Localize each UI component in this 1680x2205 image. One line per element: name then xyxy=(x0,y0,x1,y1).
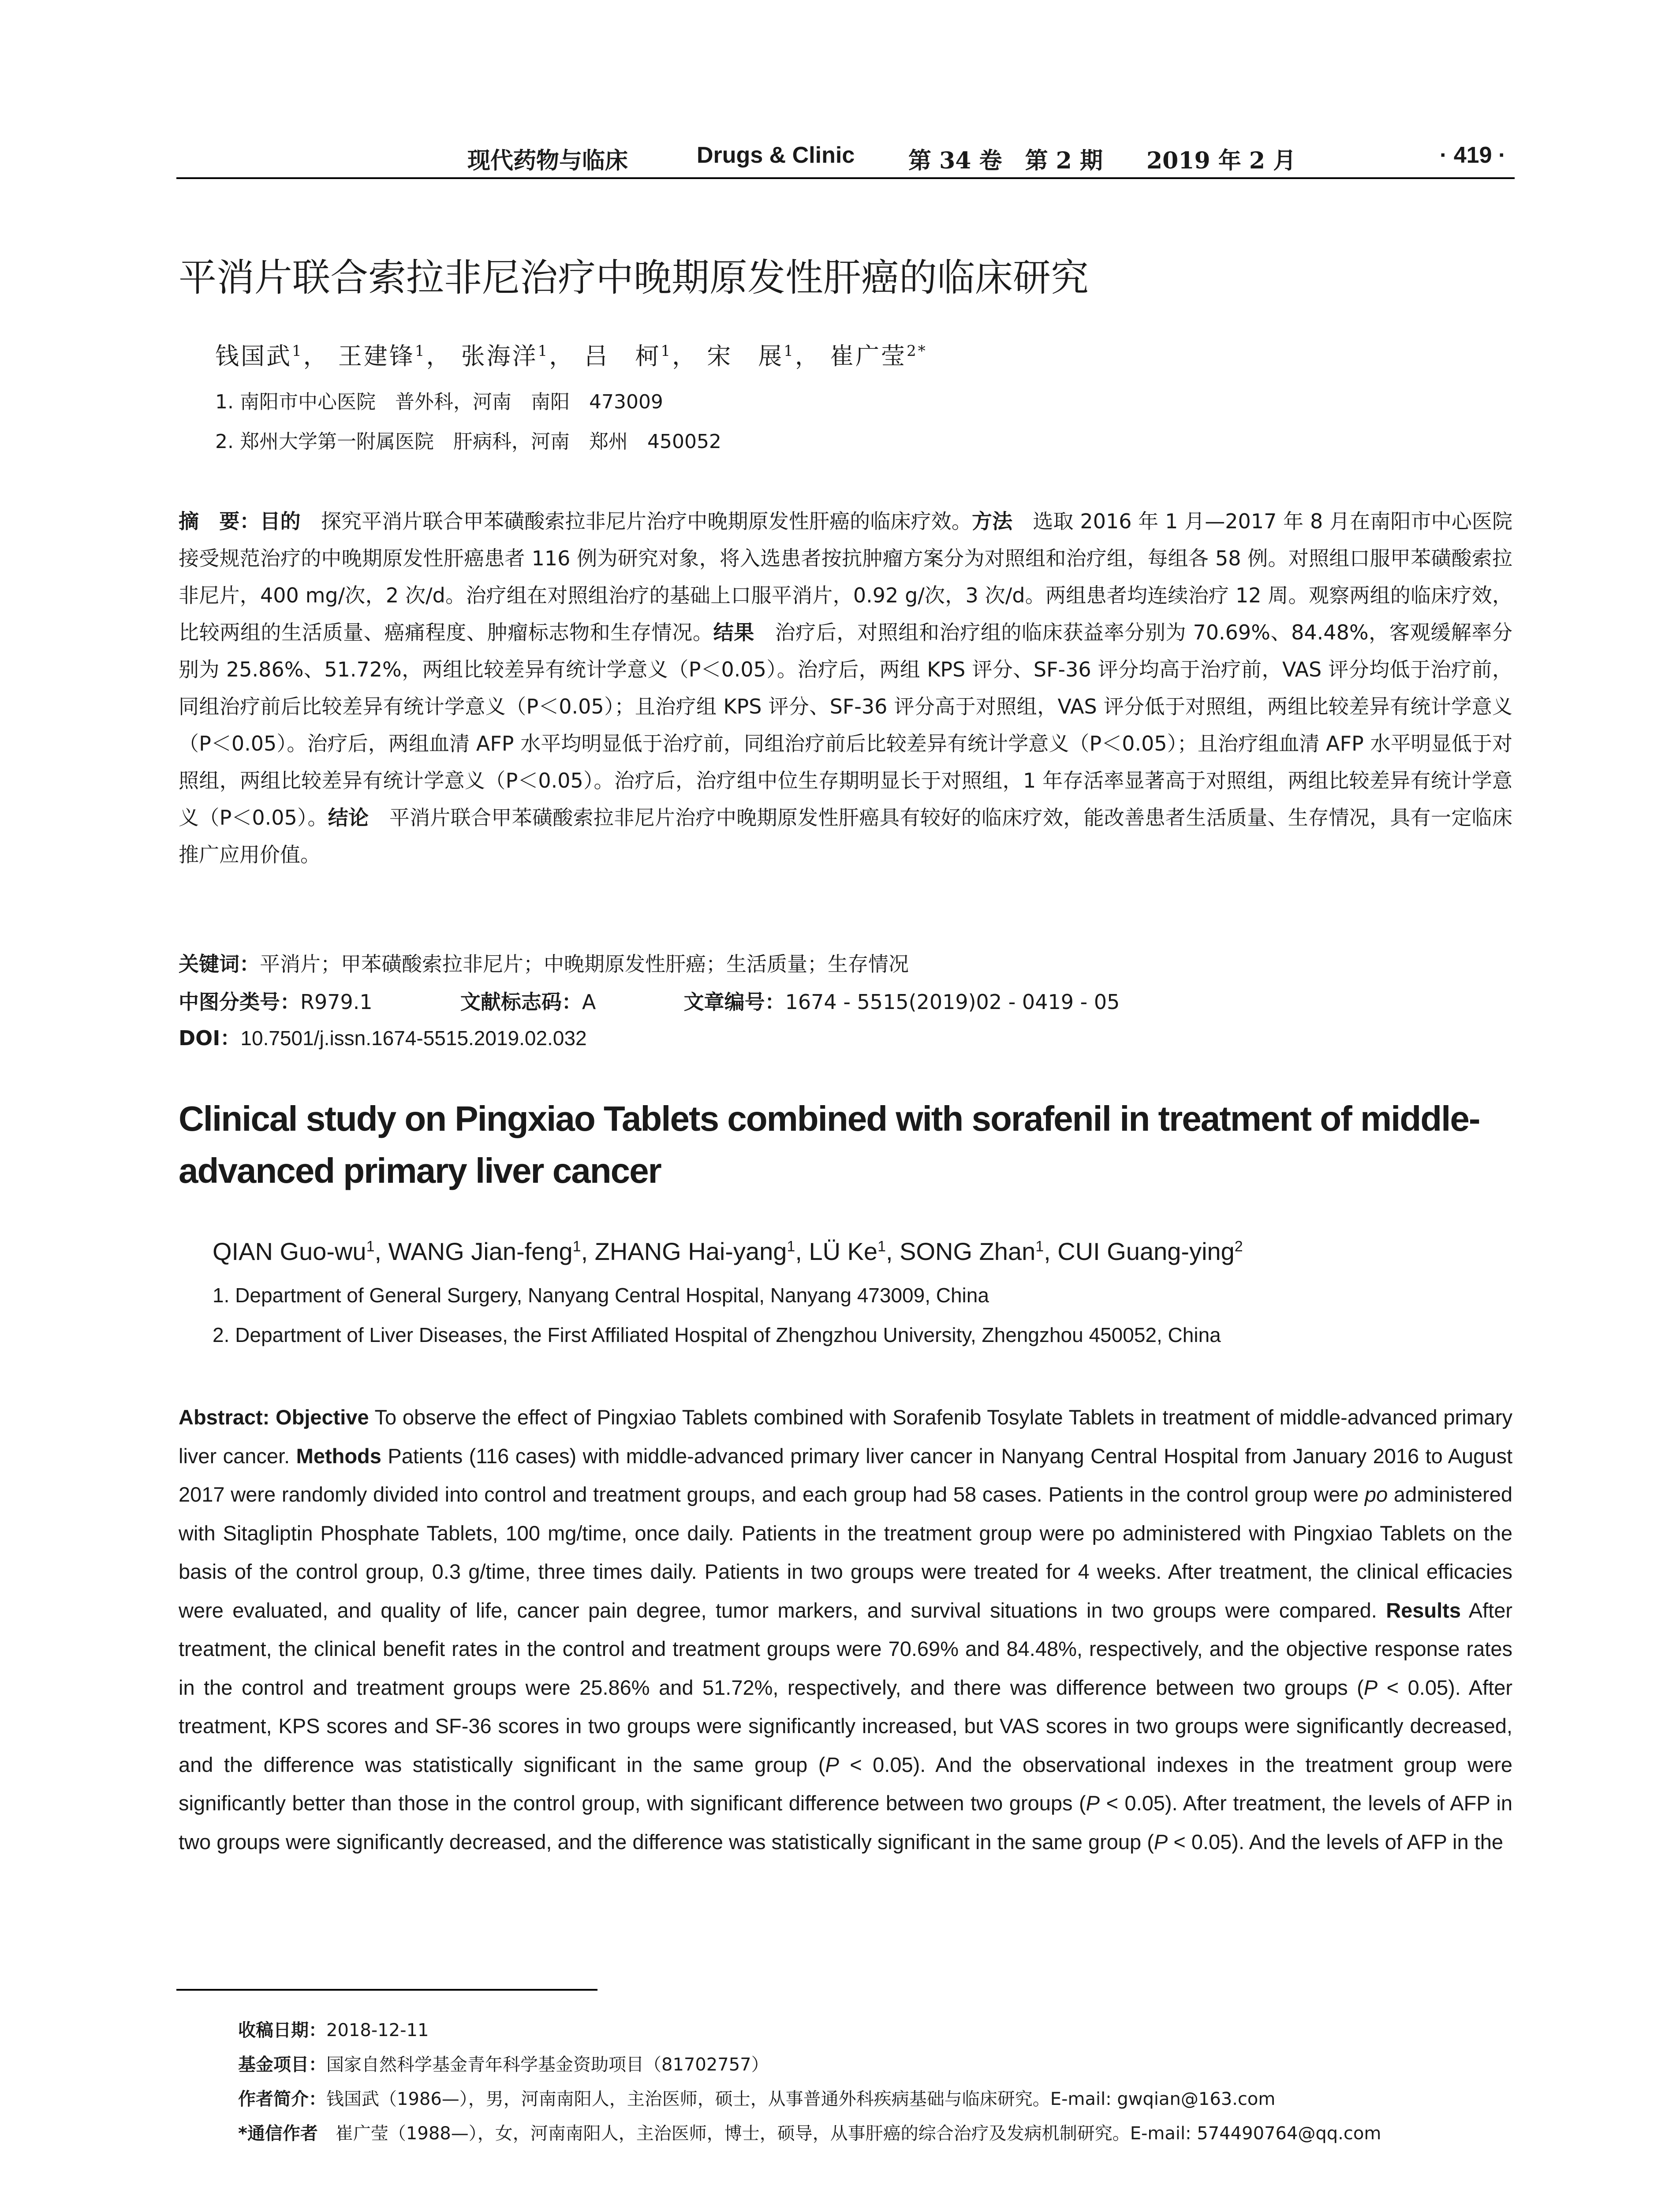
affiliation-cn-2: 2. 郑州大学第一附属医院 肝病科，河南 郑州 450052 xyxy=(215,430,721,453)
results-text: After treatment, the clinical benefit rates in the control and treatment groups were 70.69% and 84.48%, respectively, and the objective response rates in the control and treatment groups were 25.86% and 51.72%, respectively, and there was difference between two groups ( xyxy=(179,1598,1512,1699)
results-label: Results xyxy=(1386,1598,1461,1622)
author-bio-text: 钱国武（1986—），男，河南南阳人，主治医师，硕士，从事普通外科疾病基础与临床研究。E-mail: gwqian@163.com xyxy=(326,2089,1276,2109)
affiliation-mark: 1 xyxy=(784,342,795,360)
classification-line xyxy=(179,986,1120,1015)
methods-label: Methods xyxy=(296,1444,381,1468)
footnote-corresponding xyxy=(238,2119,1517,2154)
footnote-fund xyxy=(238,2051,1517,2085)
volume-issue: 第 34 卷 第 2 期 xyxy=(908,147,1103,174)
author-name: SONG Zhan xyxy=(900,1237,1036,1265)
page-number: · 419 · xyxy=(1440,142,1506,168)
methods-text: 选取 2016 年 1 月—2017 年 8 月在南阳市中心医院接受规范治疗的中晚期原发性肝癌患者 116 例为研究对象，将入选患者按抗肿瘤方案分为对照组和治疗组，每组各 58 例。对照组口服甲苯磺酸索拉非尼片，400 mg/次，2 次/d。治疗组在对照组治疗的基础上口服平消片，0.92 g/次，3 次/d。两组患者均连续治疗 12 周。观察两组的临床疗效，比较两组的生活质量、癌痛程度、肿瘤标志物和生存情况。 xyxy=(179,509,1513,644)
affiliation-mark: 1 xyxy=(572,1238,581,1255)
article-title-en: Clinical study on Pingxiao Tablets combined with sorafenil in treatment of middle-advanced primary liver cancer xyxy=(179,1099,1480,1190)
clc-value: R979.1 xyxy=(300,990,373,1014)
po-abbrev: po xyxy=(1364,1483,1388,1506)
author-name: ZHANG Hai-yang xyxy=(594,1237,787,1265)
author-list-en: QIAN Guo-$wu^1$, WANG Jian-feng$^1$, ZHANG Hai-yang$^1$, LÜ Ke$^1$, SONG Zhan$^1$, CUI Guang-ying$^2$ xyxy=(213,1237,1243,1265)
affiliation-mark: 1 xyxy=(538,342,549,360)
conclusion-text: 平消片联合甲苯磺酸索拉非尼片治疗中晚期原发性肝癌具有较好的临床疗效，能改善患者生活质量、生存情况，具有一定临床推广应用价值。 xyxy=(179,806,1512,867)
affiliation-en-1: 1. Department of General Surgery, Nanyang Central Hospital, Nanyang 473009, China xyxy=(213,1284,989,1307)
article-no-value: 1674 - 5515(2019)02 - 0419 - 05 xyxy=(785,990,1120,1014)
conclusion-label: 结论 xyxy=(328,806,369,830)
abstract-cn xyxy=(179,503,1512,873)
article-title-cn: 平消片联合索拉非尼治疗中晚期原发性肝癌的临床研究 xyxy=(179,256,1089,300)
affiliation-mark: 1 xyxy=(877,1238,886,1255)
objective-label: 目的 xyxy=(260,509,301,533)
issue-date: 2019 年 2 月 xyxy=(1146,147,1296,174)
received-label: 收稿日期： xyxy=(238,2020,326,2041)
methods-text: Patients (116 cases) with middle-advanced primary liver cancer in Nanyang Central Hospital from January 2016 to August 2017 were randomly divided into control and treatment groups, and each group had 58 cases. Patients in the control group were xyxy=(179,1444,1513,1506)
affiliation-en-2: 2. Department of Liver Diseases, the First Affiliated Hospital of Zhengzhou University, Zhengzhou 450052, China xyxy=(213,1323,1221,1346)
affiliation-mark: 1 xyxy=(292,342,303,360)
footnote-rule xyxy=(176,1989,597,1991)
affiliation-mark: 2 xyxy=(1234,1238,1243,1255)
article-no-label: 文章编号： xyxy=(683,990,785,1014)
fund-label: 基金项目： xyxy=(238,2055,326,2075)
author-name: 吕 柯 xyxy=(584,342,661,370)
doi-line xyxy=(179,1022,587,1051)
objective-label: Objective xyxy=(276,1405,369,1429)
affiliation-mark: 1 xyxy=(661,342,672,360)
results-label: 结果 xyxy=(713,620,754,644)
p-symbol: P xyxy=(1086,1791,1100,1815)
affiliation-mark: 2* xyxy=(907,342,927,360)
objective-text: 探究平消片联合甲苯磺酸索拉非尼片治疗中晚期原发性肝癌的临床疗效。 xyxy=(300,509,972,533)
author-name: 王建锋 xyxy=(338,342,415,370)
journal-name-en: Drugs & Clinic xyxy=(697,142,855,168)
author-name: 崔广莹 xyxy=(830,342,907,370)
abstract-en xyxy=(179,1398,1512,1861)
header-rule xyxy=(176,177,1515,179)
footnotes xyxy=(238,2016,1517,2154)
affiliation-mark: 1 xyxy=(366,1238,375,1255)
corresponding-text: 崔广莹（1988—），女，河南南阳人，主治医师，博士，硕导，从事肝癌的综合治疗及发病机制研究。E-mail: 574490764@qq.com xyxy=(335,2123,1381,2144)
author-name: 钱国武 xyxy=(215,342,292,370)
abstract-label: 摘 要： xyxy=(179,509,260,533)
fund-text: 国家自然科学基金青年科学基金资助项目（81702757） xyxy=(326,2055,769,2075)
p-symbol: P xyxy=(1363,1675,1378,1699)
results-text: 治疗后，对照组和治疗组的临床获益率分别为 70.69%、84.48%，客观缓解率分别为 25.86%、51.72%，两组比较差异有统计学意义（P＜0.05）。治疗后，两组 KPS 评分、SF-36 评分均高于治疗前，VAS 评分均低于治疗前，同组治疗前后比较差异有统计学意义（P＜0.05）；且治疗组 KPS 评分、SF-36 评分高于对照组，VAS 评分低于对照组，两组比较差异有统计学意义（P＜0.05）。治疗后，两组血清 AFP 水平均明显低于治疗前，同组治疗前后比较差异有统计学意义（P＜0.05）；且治疗组血清 AFP 水平明显低于对照组，两组比较差异有统计学意义（P＜0.05）。治疗后，治疗组中位生存期明显长于对照组，1 年存活率显著高于对照组，两组比较差异有统计学意义（P＜0.05）。 xyxy=(179,620,1513,830)
received-date: 2018-12-11 xyxy=(326,2020,429,2041)
affiliation-cn-1: 1. 南阳市中心医院 普外科，河南 南阳 473009 xyxy=(215,391,663,413)
footnote-received xyxy=(238,2016,1517,2051)
clc-label: 中图分类号： xyxy=(179,990,300,1014)
author-name: LÜ Ke xyxy=(809,1237,878,1265)
author-name: 张海洋 xyxy=(461,342,538,370)
abstract-label: Abstract: xyxy=(179,1405,276,1429)
keywords-text: 平消片；甲苯磺酸索拉非尼片；中晚期原发性肝癌；生活质量；生存情况 xyxy=(260,952,909,976)
results-text: < 0.05). And the levels of AFP in the xyxy=(1168,1830,1504,1854)
doc-code-label: 文献标志码： xyxy=(460,990,582,1014)
footnote-author xyxy=(238,2085,1517,2119)
doi-label: DOI： xyxy=(179,1026,241,1050)
author-name: WANG Jian-feng xyxy=(388,1237,573,1265)
p-symbol: P xyxy=(825,1753,839,1776)
author-name: 宋 展 xyxy=(707,342,784,370)
objective-text: To observe the effect of Pingxiao Tablets combined with Sorafenib Tosylate Tablets in treatment of middle-advanced primary liver cancer. xyxy=(179,1405,1513,1468)
affiliation-mark: 1 xyxy=(1035,1238,1044,1255)
doi-value: 10.7501/j.issn.1674-5515.2019.02.032 xyxy=(240,1027,587,1050)
journal-name-cn: 现代药物与临床 xyxy=(467,147,628,174)
methods-text: administered with Sitagliptin Phosphate Tablets, 100 mg/time, once daily. Patients in the treatment group were po administered with Pingxiao Tablets on the basis of the control group, 0.3 g/time, three times daily. Patients in two groups were treated for 4 weeks. After treatment, the clinical efficacies were evaluated, and quality of life, cancer pain degree, tumor markers, and survival situations in two groups were compared. xyxy=(179,1483,1512,1622)
p-symbol: P xyxy=(1154,1830,1168,1854)
corresponding-label: *通信作者 xyxy=(238,2123,336,2144)
results-text: < 0.05). After treatment, the levels of AFP in two groups were significantly decreased, and the difference was statistically significant in the same group ( xyxy=(179,1791,1512,1854)
keywords-label: 关键词： xyxy=(179,952,260,976)
affiliation-mark: 1 xyxy=(787,1238,795,1255)
keywords-cn xyxy=(179,948,909,977)
results-text: < 0.05). After treatment, KPS scores and SF-36 scores in two groups were significantly increased, but VAS scores in two groups were significantly decreased, and the difference was statistically significant in the same group ( xyxy=(179,1675,1512,1776)
author-list-cn: 钱国武$^1$， 王建锋$^1$， 张海洋$^1$， 吕 柯$^1$， 宋 展$^1$， 崔广莹$^{2*}$ xyxy=(215,342,927,370)
author-name: CUI Guang-ying xyxy=(1057,1237,1235,1265)
running-header xyxy=(176,142,1515,177)
methods-label: 方法 xyxy=(972,509,1013,533)
results-text: < 0.05). And the observational indexes in the treatment group were significantly better than those in the control group, with significant difference between two groups ( xyxy=(179,1753,1512,1815)
author-bio-label: 作者简介： xyxy=(238,2089,326,2109)
doc-code-value: A xyxy=(582,990,596,1014)
author-name: QIAN Guo-wu xyxy=(213,1237,366,1265)
affiliation-mark: 1 xyxy=(414,342,426,360)
